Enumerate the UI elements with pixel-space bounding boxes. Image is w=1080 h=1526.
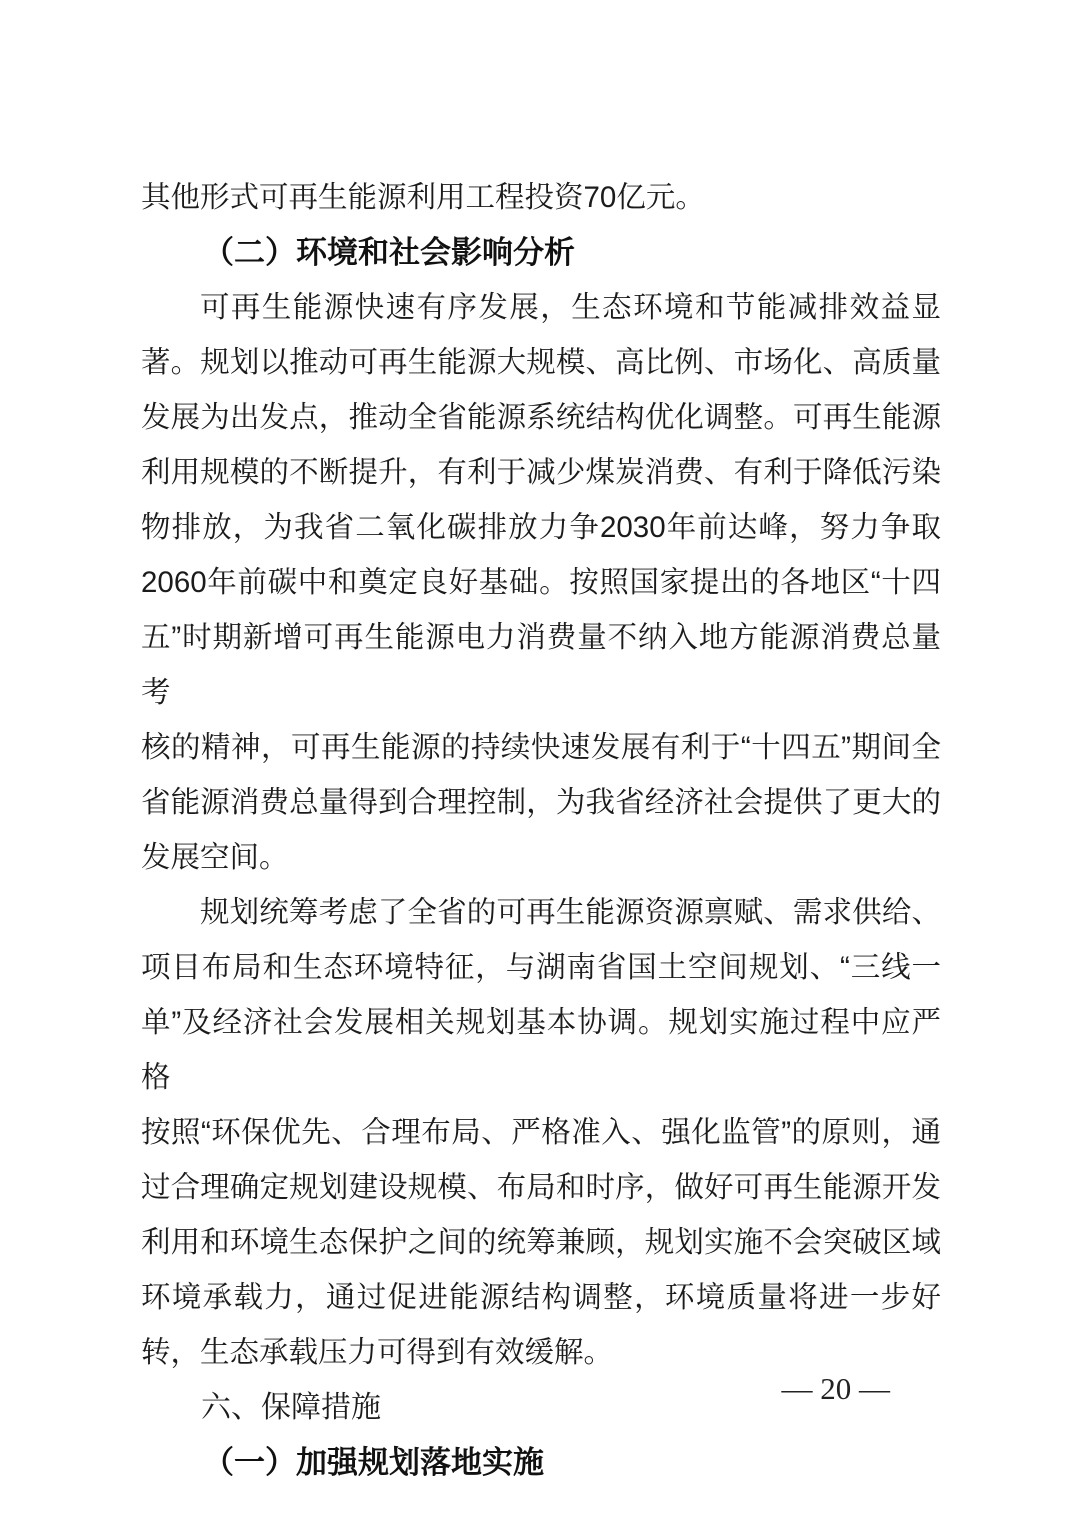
section-heading-sub (141, 225, 941, 280)
text-line: 其他形式可再生能源利用工程投资70亿元。 (141, 181, 705, 214)
section-heading-sub (141, 1435, 941, 1490)
text-line: 单”及经济社会发展相关规划基本协调。规划实施过程中应严格 (141, 1006, 941, 1094)
text-line: 按照“环保优先、合理布局、严格准入、强化监管”的原则，通 (141, 1116, 941, 1149)
text-line: 核的精神，可再生能源的持续快速发展有利于“十四五”期间全 (141, 731, 941, 764)
text-line: （二）环境和社会影响分析 (203, 235, 575, 270)
text-line: 发展空间。 (141, 841, 289, 874)
text-line: 环境承载力，通过促进能源结构调整，环境质量将进一步好 (141, 1281, 941, 1314)
page-footer (782, 1368, 891, 1410)
text-line: 六、保障措施 (201, 1391, 381, 1424)
text-line: 利用规模的不断提升，有利于减少煤炭消费、有利于降低污染 (141, 456, 941, 489)
page-number: — 20 — (781, 1371, 890, 1406)
paragraph (141, 280, 941, 885)
text-line: 物排放，为我省二氧化碳排放力争2030年前达峰，努力争取 (141, 511, 941, 544)
text-line: 转，生态承载压力可得到有效缓解。 (141, 1336, 614, 1369)
text-line: 利用和环境生态保护之间的统筹兼顾，规划实施不会突破区域 (141, 1226, 941, 1259)
paragraph (141, 170, 941, 225)
text-line: 2060年前碳中和奠定良好基础。按照国家提出的各地区“十四 (141, 566, 941, 599)
text-line: 规划统筹考虑了全省的可再生能源资源禀赋、需求供给、 (200, 896, 941, 929)
text-line: 省能源消费总量得到合理控制，为我省经济社会提供了更大的 (141, 786, 941, 819)
text-line: 发展为出发点，推动全省能源系统结构优化调整。可再生能源 (141, 401, 941, 434)
text-line: 过合理确定规划建设规模、布局和时序，做好可再生能源开发 (141, 1171, 941, 1204)
text-line: （一）加强规划落地实施 (203, 1445, 544, 1480)
text-line: 项目布局和生态环境特征，与湖南省国土空间规划、“三线一 (141, 951, 941, 984)
paragraph (141, 885, 941, 1380)
text-line: 可再生能源快速有序发展，生态环境和节能减排效益显 (200, 291, 941, 324)
text-line: 著。规划以推动可再生能源大规模、高比例、市场化、高质量 (141, 346, 941, 379)
document-content (141, 170, 941, 1490)
text-line: 五”时期新增可再生能源电力消费量不纳入地方能源消费总量考 (141, 621, 941, 709)
